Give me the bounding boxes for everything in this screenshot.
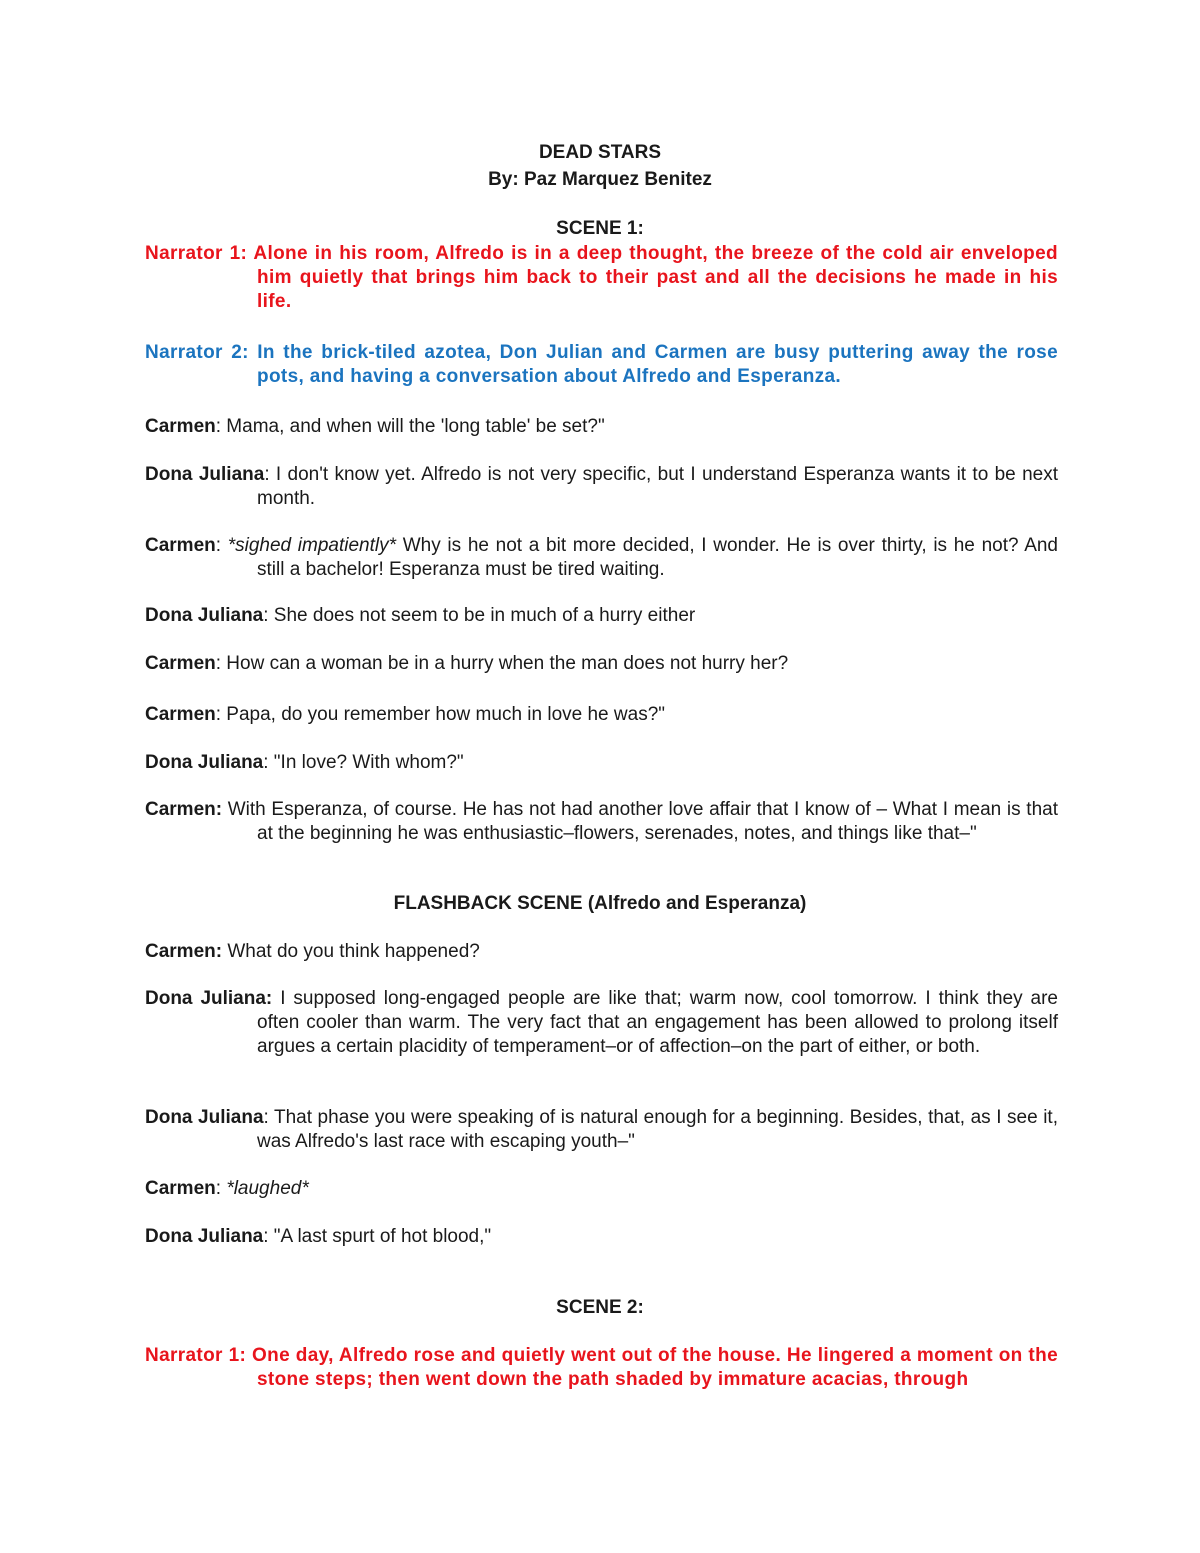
dialogue-text: : "A last spurt of hot blood," (263, 1226, 492, 1247)
dialogue-text: : Papa, do you remember how much in love he was?" (215, 704, 666, 725)
dialogue-text: I supposed long-engaged people are like that; warm now, cool tomorrow. I think they are often cooler than warm. The very fact that an engagement has been allowed to prolong itself argues a certain placidity of temperament–or of affection–on the part of either, or both. (257, 988, 1058, 1057)
dialogue-text: Why is he not a bit more decided, I wonder. He is over thirty, is he not? And still a bachelor! Esperanza must be tired waiting. (257, 535, 1058, 580)
dialogue-speaker: Carmen (145, 416, 216, 437)
dialogue-text: : I don't know yet. Alfredo is not very specific, but I understand Esperanza wants it to be next month. (257, 464, 1058, 509)
dialogue-text: : "In love? With whom?" (263, 752, 464, 773)
dialogue-line (145, 798, 1058, 846)
narrator-1-speaker: Narrator 1: (145, 243, 248, 264)
dialogue-line: Carmen: *sighed impatiently* Why is he not a bit more decided, I wonder. He is over thirty, is he not? And still a bachelor! Esperanza must be tired waiting. (145, 535, 1058, 580)
dialogue-line (145, 751, 1058, 775)
dialogue-line (145, 463, 1058, 511)
dialogue-speaker: Carmen: (145, 799, 223, 820)
narrator-1-speaker: Narrator 1: (145, 1345, 247, 1366)
dialogue-line (145, 703, 1058, 727)
dialogue-text: : That phase you were speaking of is natural enough for a beginning. Besides, that, as I see it, was Alfredo's last race with escaping youth–" (257, 1107, 1058, 1152)
narrator-1-text: Alone in his room, Alfredo is in a deep thought, the breeze of the cold air enveloped him quietly that brings him back to their past and all the decisions he made in his life. (253, 243, 1058, 312)
dialogue-text: With Esperanza, of course. He has not had another love affair that I know of – What I mean is that at the beginning he was enthusiastic–flowers, serenades, notes, and things like that–" (222, 799, 1058, 844)
dialogue-speaker: Dona Juliana (145, 605, 264, 626)
dialogue-speaker: Dona Juliana (145, 752, 264, 773)
document-title: DEAD STARS (538, 142, 662, 163)
dialogue-text: : How can a woman be in a hurry when the man does not hurry her? (215, 653, 789, 674)
narrator-2-line (145, 341, 1058, 389)
dialogue-line (145, 1106, 1058, 1154)
dialogue-speaker: Carmen (145, 704, 216, 725)
dialogue-line (145, 652, 1058, 676)
dialogue-text: : She does not seem to be in much of a hurry either (263, 605, 696, 626)
dialogue-line (145, 415, 1058, 439)
scene-2-heading: SCENE 2: (556, 1297, 644, 1318)
narrator-1-text: One day, Alfredo rose and quietly went out of the house. He lingered a moment on the stone steps; then went down the path shaded by immature acacias, through (251, 1345, 1058, 1390)
dialogue-speaker: Dona Juliana (145, 1107, 264, 1128)
dialogue-line (145, 987, 1058, 1059)
dialogue-speaker: Carmen (145, 653, 216, 674)
stage-direction: *sighed impatiently* (227, 535, 397, 556)
dialogue-line (145, 1225, 1058, 1249)
stage-direction: *laughed* (226, 1178, 309, 1199)
dialogue-line: Carmen: *laughed* (145, 1178, 309, 1199)
narrator-1-line (145, 1344, 1058, 1392)
dialogue-speaker: Dona Juliana: (145, 988, 273, 1009)
narrator-1-line (145, 242, 1058, 314)
dialogue-speaker: Dona Juliana (145, 464, 265, 485)
narrator-2-speaker: Narrator 2: (145, 342, 249, 363)
scene-1-heading: SCENE 1: (556, 218, 644, 239)
flashback-heading: FLASHBACK SCENE (Alfredo and Esperanza) (393, 893, 807, 914)
dialogue-speaker: Carmen: (145, 941, 223, 962)
dialogue-text: What do you think happened? (222, 941, 480, 962)
dialogue-speaker: Carmen (145, 1178, 216, 1199)
dialogue-line (145, 604, 1058, 628)
narrator-2-text: In the brick-tiled azotea, Don Julian and Carmen are busy puttering away the rose pots, and having a conversation about Alfredo and Esperanza. (257, 342, 1058, 387)
dialogue-speaker: Dona Juliana (145, 1226, 264, 1247)
dialogue-text: : Mama, and when will the 'long table' be set?" (215, 416, 605, 437)
dialogue-speaker: Carmen (145, 535, 216, 556)
dialogue-line (145, 940, 1058, 964)
document-author: By: Paz Marquez Benitez (488, 169, 712, 190)
